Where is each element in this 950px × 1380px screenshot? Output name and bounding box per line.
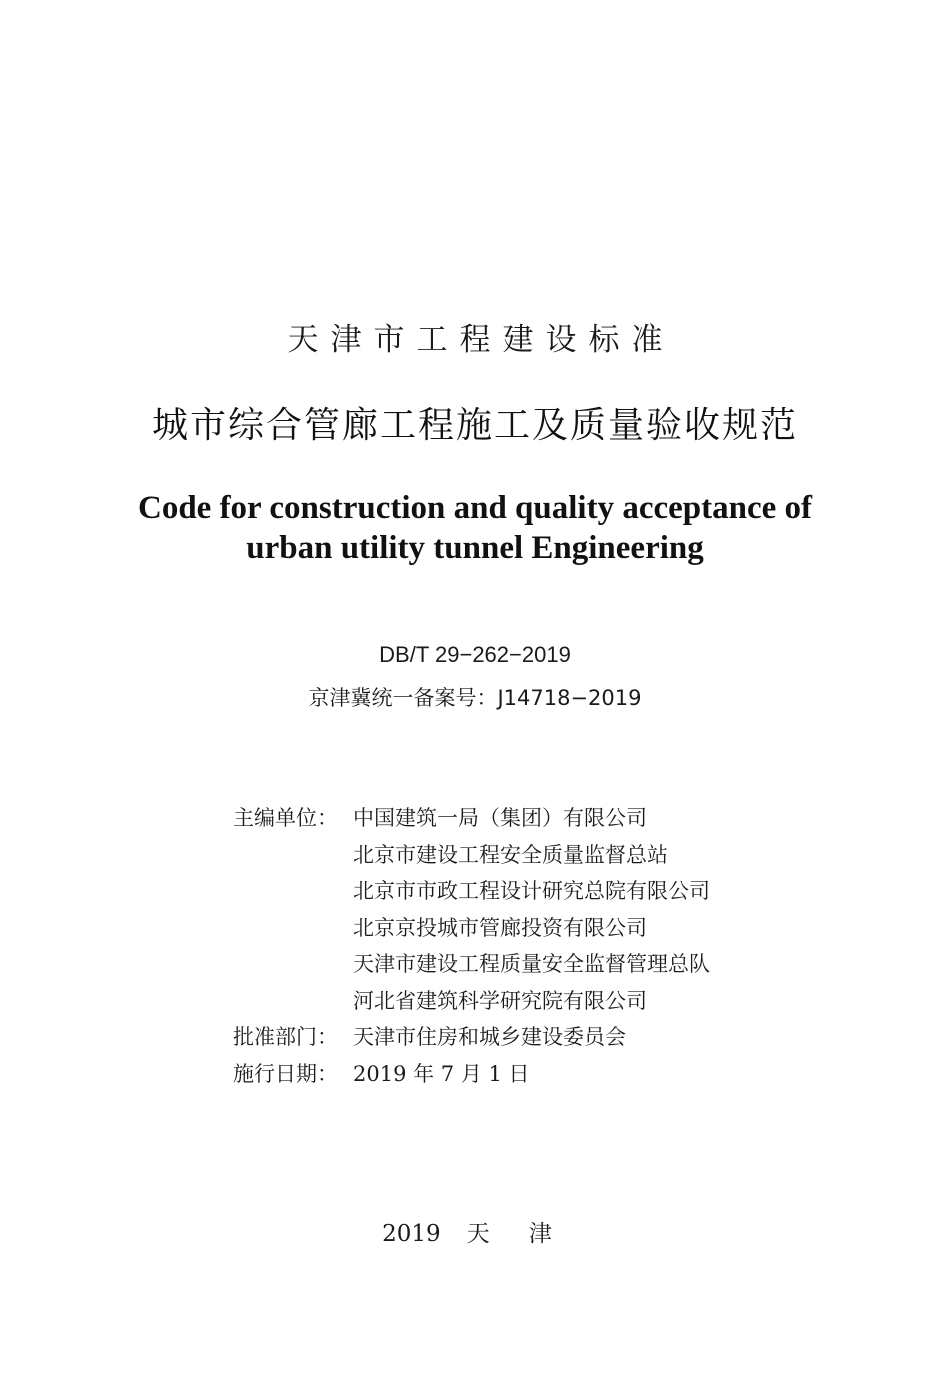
editor-unit: 北京市市政工程设计研究总院有限公司 [353, 879, 710, 903]
effective-date-value: 2019 年 7 月 1 日 [353, 1061, 530, 1086]
publication-footer [0, 1215, 950, 1248]
document-title-english [0, 488, 950, 568]
publication-year: 2019 [382, 1221, 441, 1247]
english-title-line-1: Code for construction and quality acceptance of [137, 490, 813, 526]
editors-label: 主编单位： [233, 806, 338, 830]
editor-unit: 北京京投城市管廊投资有限公司 [353, 915, 647, 940]
editor-unit: 北京市建设工程安全质量监督总站 [353, 842, 668, 867]
editor-unit: 河北省建筑科学研究院有限公司 [353, 988, 647, 1013]
record-number: 京津冀统一备案号：J14718−2019 [308, 686, 642, 710]
editors-list [353, 800, 710, 1019]
publication-city: 天 津 [466, 1221, 568, 1247]
approval-value: 天津市住房和城乡建设委员会 [353, 1025, 626, 1049]
standard-number: DB/T 29−262−2019 [379, 642, 571, 667]
effective-date-row [233, 1056, 710, 1093]
approval-row [233, 1019, 710, 1056]
editor-unit: 中国建筑一局（集团）有限公司 [353, 806, 647, 830]
approval-label: 批准部门： [233, 1025, 338, 1049]
editor-unit: 天津市建设工程质量安全监督管理总队 [353, 952, 710, 976]
editors-row [233, 800, 710, 1019]
effective-date-label: 施行日期： [233, 1061, 338, 1086]
series-title: 天津市工程建设标准 [287, 322, 675, 358]
document-title-chinese: 城市综合管廊工程施工及质量验收规范 [151, 405, 798, 446]
publication-info [233, 800, 710, 1092]
english-title-line-2: urban utility tunnel Engineering [246, 530, 704, 566]
